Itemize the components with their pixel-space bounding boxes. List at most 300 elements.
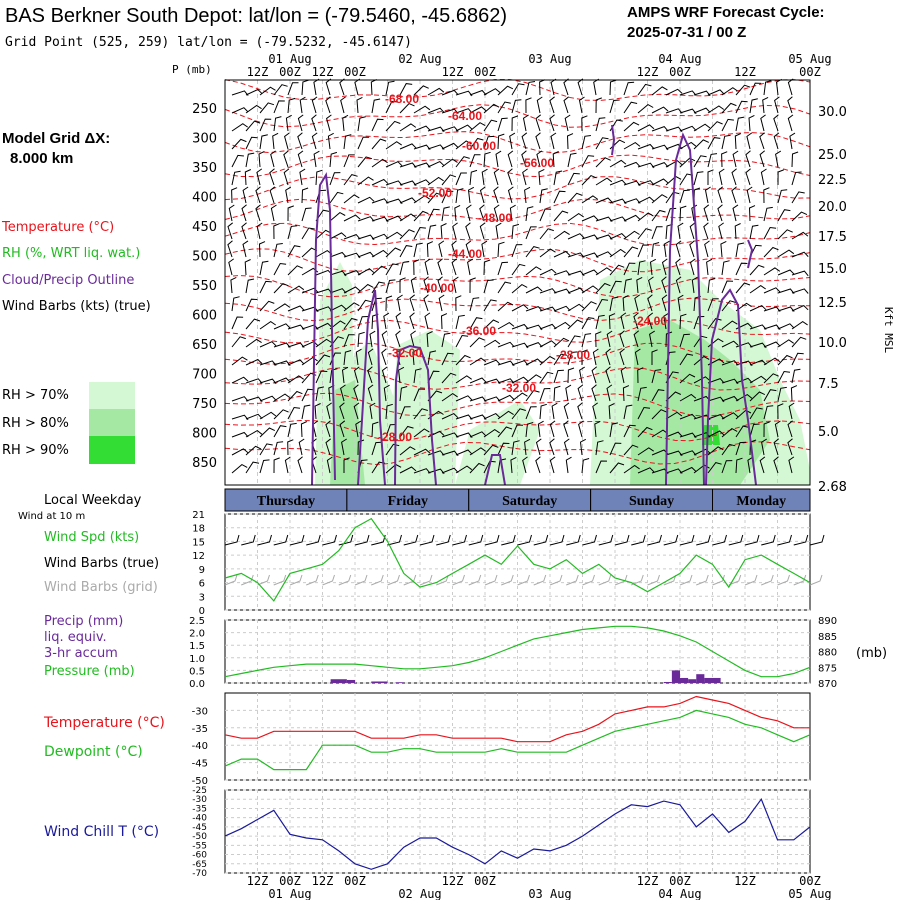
wind-barb-633 [484, 360, 500, 365]
wind-barb-81 [788, 97, 793, 113]
wind-barb-196 [680, 158, 695, 167]
wind-barb-300 [414, 211, 428, 221]
wind-barb-596 [540, 341, 556, 347]
wind-tick-18: 18 [192, 523, 205, 535]
wind-barb-16 [456, 91, 472, 96]
wind-barb-316 [638, 213, 653, 221]
wind-barb-427 [468, 259, 473, 275]
wind-barb-447 [750, 265, 764, 275]
wind-barb-548 [442, 314, 447, 329]
wind-barb-375 [316, 251, 332, 257]
wind-barb-164 [232, 155, 244, 167]
wind-barb-64 [550, 97, 555, 113]
wind-barb-166 [259, 151, 264, 167]
wind-barb-495 [274, 304, 290, 311]
wind-barb-232 [610, 180, 626, 185]
bottom-hour-label-7: 00Z [669, 874, 691, 888]
wind-barb-509 [470, 298, 479, 311]
wind-barb-146 [551, 133, 556, 149]
bottom-hour-label-9: 00Z [799, 874, 821, 888]
wind-barb-699 [260, 396, 276, 401]
wind-barb-133 [372, 139, 386, 149]
pressure-tick-labels [192, 102, 217, 471]
wind-barb-416 [316, 270, 332, 275]
wind-barb-490 [778, 289, 794, 294]
wind-barb-188 [568, 153, 577, 167]
wind-barb-125 [260, 135, 268, 149]
wind-barb-94 [400, 124, 416, 131]
wind-barb-262 [456, 189, 463, 203]
wind-barb-453 [260, 281, 272, 293]
wind-barbs-true-label: Wind Barbs (true) [44, 556, 160, 571]
wind-barb-363 [719, 223, 724, 239]
wind-barb-381 [400, 246, 412, 257]
wind-barb-203 [776, 151, 781, 167]
temperature-contour-label-4: -52.00 [418, 186, 453, 200]
pressure-tick-885: 885 [818, 631, 838, 643]
wind-barb-224 [494, 169, 499, 185]
wind-barb-311 [568, 214, 584, 221]
wind-barb-24 [564, 79, 569, 95]
wind-barb-405 [736, 243, 744, 257]
chill-tick--60: -60 [192, 850, 207, 861]
wind-barb-291 [288, 206, 294, 221]
dewpoint-label: Dewpoint (°C) [44, 744, 143, 760]
wind-barb-350 [540, 229, 554, 239]
wind-barb-108 [596, 118, 605, 131]
precip-tick-2.5: 2.5 [189, 616, 205, 627]
pressure-tick-250: 250 [192, 102, 217, 117]
wind-barb-394 [582, 253, 598, 258]
weekday-band [225, 489, 810, 511]
wind-barb-192 [624, 162, 640, 167]
wind-barb-255 [358, 197, 374, 203]
wind-barb-863 [260, 460, 270, 473]
top-hour-label-2: 12Z [311, 65, 334, 79]
height-tick-3: 20.0 [818, 200, 847, 215]
top-date-label-3: 04 Aug [658, 52, 702, 66]
height-tick-7: 10.0 [818, 336, 847, 351]
precip-bar-8 [696, 674, 704, 683]
wind-barb-585 [382, 331, 387, 347]
wind-barb-719 [540, 389, 550, 402]
wind-barb-412 [260, 261, 268, 275]
wind-barb-444 [707, 259, 712, 275]
wind-tick-6: 6 [198, 578, 205, 590]
wind-barb-632 [470, 358, 486, 365]
legend-temperature: Temperature (°C) [2, 220, 115, 235]
precip-bar-9 [704, 678, 720, 683]
wind-barb-249 [270, 187, 275, 203]
wind-tick-15: 15 [192, 537, 205, 549]
wind-barb-656 [232, 377, 248, 383]
pressure-unit-label: (mb) [856, 646, 888, 661]
pressure-tick-875: 875 [818, 663, 838, 675]
wind-tick-3: 3 [198, 592, 205, 604]
wind-barb-801 [538, 421, 543, 437]
wind-barb-283 [747, 187, 752, 203]
wind-barb-372 [274, 244, 283, 258]
wind-barb-219 [428, 178, 444, 186]
top-hour-label-4: 12Z [441, 65, 464, 79]
legend-cloud: Cloud/Precip Outline [2, 273, 135, 288]
wind-barb-86 [286, 115, 291, 131]
wind-barb-388 [498, 242, 505, 257]
wind-barb-344 [453, 223, 458, 239]
wind-barb-546 [410, 313, 415, 329]
wind-barb-212 [330, 173, 340, 185]
wind-barb-275 [638, 197, 654, 203]
weekday-label-3: Sunday [628, 494, 675, 509]
wind-barb-183 [496, 151, 501, 167]
wind-barb-395 [596, 252, 612, 257]
wind-barb-397 [624, 247, 638, 257]
wind-barb-135 [400, 144, 416, 149]
wind-barb-313 [596, 217, 612, 222]
wind-barb-123 [232, 139, 246, 149]
wind-barb-402 [690, 241, 695, 257]
top-time-axis [247, 52, 832, 79]
wind-barb-762 [564, 403, 569, 419]
wind-barb-179 [442, 159, 458, 167]
wind-barb-577 [274, 343, 290, 348]
wind-barb-883 [536, 457, 541, 473]
wind-barb-866 [298, 457, 303, 473]
wind-barb-659 [274, 378, 290, 383]
wind-barb-825 [299, 439, 304, 455]
wind-barb-88 [312, 115, 317, 131]
wind-barb-626 [382, 349, 387, 365]
wind-barb-782 [274, 426, 286, 437]
chill-tick--65: -65 [192, 859, 207, 870]
cloud-outline-6 [612, 125, 614, 155]
wind-barb-238 [694, 172, 703, 185]
wind-barb-89 [327, 115, 332, 131]
wind-barb-370 [243, 241, 248, 257]
top-hour-label-0: 12Z [246, 65, 269, 79]
rh-area-3 [455, 400, 540, 485]
wind-barb-105 [550, 115, 555, 131]
grid-barb-36 [810, 575, 822, 585]
top-hour-label-3: 00Z [344, 65, 366, 79]
wind-barb-741 [274, 410, 289, 419]
wind-barb-431 [526, 267, 541, 275]
wind-speed-label: Wind Spd (kts) [44, 530, 140, 545]
wind-barb-535 [260, 322, 276, 329]
rh90-label: RH > 90% [2, 443, 69, 458]
wind-barb-538 [302, 325, 318, 330]
wind-barb-754 [456, 415, 472, 420]
wind-barb-65 [564, 97, 569, 113]
wind-barb-254 [344, 195, 359, 203]
bottom-date-label-0: 01 Aug [268, 887, 312, 900]
wind-barb-70 [638, 105, 653, 113]
wind-barb-491 [792, 289, 808, 294]
wind-barb-144 [522, 133, 527, 149]
bottom-hour-label-2: 12Z [311, 874, 334, 888]
wind-barb-460 [358, 285, 373, 294]
wind-barb-44 [274, 101, 285, 113]
wind-barb-572 [778, 324, 794, 329]
wind-barb-383 [427, 242, 432, 257]
wind-tick-9: 9 [198, 564, 205, 576]
wind-barb-49 [341, 97, 346, 113]
wind-barb-176 [400, 163, 416, 168]
wind-barb-1 [246, 90, 262, 96]
wind-barb-737 [791, 386, 797, 401]
wind-barb-420 [372, 266, 387, 275]
wind-barb-287 [229, 205, 234, 221]
pressure-tick-350: 350 [192, 161, 217, 176]
wind-barb-516 [568, 304, 584, 311]
wind-barb-161 [760, 133, 765, 149]
wind-barb-18 [484, 89, 500, 95]
wind-barb-178 [428, 162, 444, 167]
top-hour-label-6: 12Z [636, 65, 659, 79]
bottom-hour-label-0: 12Z [246, 874, 269, 888]
wind-barb-403 [705, 241, 710, 257]
wind-barb-721 [566, 385, 571, 401]
wind-barb-138 [442, 143, 458, 149]
wind-barb-472 [526, 287, 542, 293]
wind-barb-71 [652, 107, 668, 113]
grid-point-subtitle: Grid Point (525, 259) lat/lon = (-79.5232, -45.6147) [5, 35, 412, 50]
wind-barb-288 [242, 205, 247, 221]
wind-barb-410 [229, 259, 234, 275]
wind-barb-93 [386, 121, 400, 131]
precip-bar-1 [347, 680, 355, 683]
wind-barb-716 [498, 395, 514, 401]
wind-barb-43 [260, 103, 274, 113]
wind-barb-680 [568, 368, 574, 383]
wind-barb-358 [652, 227, 663, 239]
height-tick-1: 25.0 [818, 148, 847, 163]
wind-barb-331 [274, 224, 280, 239]
wind-at-10m-label: Wind at 10 m [18, 511, 86, 522]
wind-barb-864 [274, 458, 280, 473]
wind-barb-168 [284, 151, 289, 167]
pressure-tick-600: 600 [192, 308, 217, 324]
wind-barb-504 [398, 295, 403, 311]
wind-barb-258 [400, 198, 416, 203]
wind-barb-129 [312, 133, 317, 149]
wind-barb-452 [246, 279, 254, 293]
wind-chill-panel [192, 786, 810, 879]
wind-barb-246 [232, 188, 238, 203]
wind-barb-118 [736, 117, 744, 131]
wind-barb-365 [750, 225, 758, 239]
wind-barb-240 [719, 169, 724, 185]
wind-panel [192, 510, 824, 617]
rh70-label: RH > 70% [2, 388, 69, 403]
wind-barb-289 [256, 205, 261, 221]
wind-barb-435 [582, 270, 598, 275]
wind-barb-503 [386, 296, 392, 311]
temperature-contour-label-8: -36.00 [462, 324, 497, 338]
wind-barb-342 [428, 225, 436, 239]
wind-barb-322 [718, 205, 723, 221]
wind-barb-134 [386, 142, 402, 149]
wind-barb-594 [512, 343, 528, 348]
wind-barb-595 [526, 343, 542, 348]
wind-barb-374 [302, 248, 317, 257]
chill-tick--45: -45 [192, 822, 207, 833]
wind-barb-54 [414, 106, 430, 113]
wind-barb-244 [778, 170, 784, 185]
wind-barb-360 [678, 223, 683, 239]
wind-tick-0: 0 [198, 606, 205, 617]
wind-barb-511 [498, 302, 513, 311]
pressure-tick-500: 500 [192, 249, 217, 265]
wind-barb-325 [764, 207, 773, 221]
wind-barb-294 [330, 213, 345, 221]
pressure-tick-450: 450 [192, 220, 217, 235]
wind-barb-339 [386, 232, 402, 239]
wind-barb-390 [526, 247, 540, 257]
wind-barb-467 [453, 277, 458, 293]
temperature-label: Temperature (°C) [44, 715, 165, 731]
wind-barb-115 [694, 124, 710, 131]
wind-barb-445 [722, 261, 730, 275]
wind-barb-436 [596, 268, 612, 275]
wind-barb-210 [300, 169, 305, 185]
precip-tick-2.0: 2.0 [189, 628, 205, 640]
wind-barb-422 [400, 262, 409, 275]
height-tick-10: 2.68 [818, 480, 847, 495]
weekday-title: Local Weekday [44, 493, 142, 508]
wind-barb-104 [536, 115, 541, 131]
wind-barb-279 [694, 188, 700, 203]
grid-resolution-value: 8.000 km [10, 150, 74, 167]
precip-tick-1.5: 1.5 [189, 641, 205, 653]
wind-barb-315 [624, 215, 640, 221]
wind-barb-241 [732, 169, 737, 185]
wind-barb-106 [565, 115, 570, 131]
rh80-swatch [89, 409, 135, 436]
wind-barb-429 [498, 262, 508, 275]
rh-shading [315, 260, 810, 485]
wind-barb-290 [271, 205, 276, 221]
wind-barb-296 [358, 217, 374, 222]
wind-barb-886 [582, 459, 589, 474]
top-hour-label-5: 00Z [474, 65, 496, 79]
wind-barb-302 [442, 207, 450, 221]
wind-barb-779 [232, 433, 248, 438]
top-date-label-4: 05 Aug [788, 52, 832, 66]
temperature-contour-label-5: -48.00 [478, 211, 513, 225]
wind-barb-784 [301, 422, 307, 437]
wind-barb-35 [722, 88, 738, 95]
wind-barb-377 [344, 253, 360, 258]
wind-barb-557 [568, 320, 583, 329]
wind-barb-147 [568, 134, 574, 149]
wind-barb-533 [232, 317, 243, 329]
wind-barb-430 [512, 264, 525, 275]
wind-barb-199 [722, 152, 728, 167]
wind-barb-679 [554, 370, 564, 383]
wind-barb-356 [624, 231, 640, 239]
chill-tick--40: -40 [192, 813, 207, 824]
wind-barb-715 [484, 397, 500, 402]
wind-barb-132 [358, 137, 369, 149]
wind-barb-411 [245, 260, 250, 276]
wind-barb-368 [792, 232, 808, 239]
wind-barb-226 [523, 169, 528, 185]
wind-barb-265 [494, 187, 499, 203]
pressure-tick-880: 880 [818, 647, 838, 659]
wind-barb-263 [469, 187, 474, 203]
wind-barb-312 [582, 216, 598, 221]
wind-barb-740 [260, 412, 276, 419]
wind-barb-266 [509, 187, 514, 203]
wind-barb-780 [246, 431, 262, 437]
wind-barb-252 [316, 190, 326, 203]
wind-barb-400 [664, 241, 669, 257]
wind-barb-304 [467, 205, 472, 221]
wind-barb-432 [540, 269, 556, 275]
height-axis-title: Kft MSL [882, 306, 895, 354]
temperature-contour-label-6: -44.00 [448, 247, 483, 261]
wind-barb-268 [540, 189, 548, 203]
wind-barb-245 [792, 172, 802, 185]
wind-barb-738 [232, 415, 248, 420]
wind-barb-380 [386, 248, 401, 257]
height-tick-5: 15.0 [818, 262, 847, 277]
chill-tick--35: -35 [192, 804, 207, 815]
wind-barb-678 [540, 372, 553, 383]
weekday-label-1: Friday [387, 494, 429, 509]
wind-barb-119 [749, 115, 754, 131]
wind-barb-292 [302, 208, 312, 221]
wind-barb-319 [680, 206, 686, 221]
wind-barb-554 [526, 325, 542, 330]
bottom-date-label-3: 04 Aug [658, 887, 702, 900]
wind-barb-337 [358, 235, 374, 240]
wind-barb-126 [273, 133, 278, 149]
wind-barb-364 [735, 224, 740, 240]
wind-barb-101 [498, 118, 508, 131]
precip-tick-1.0: 1.0 [189, 653, 205, 665]
wind-barb-128 [298, 133, 303, 149]
wind-barb-217 [400, 181, 416, 186]
wind-barb-160 [747, 133, 752, 149]
wind-barb-45 [288, 98, 295, 113]
wind-barb-802 [550, 421, 555, 437]
wind-barb-303 [455, 205, 460, 221]
precip-liq-label: liq. equiv. [44, 630, 107, 645]
wind-barb-357 [638, 229, 652, 239]
wind-barb-574 [232, 337, 246, 347]
wind-barb-189 [582, 156, 594, 167]
wind-barb-345 [466, 223, 471, 239]
wind-barb-354 [596, 235, 612, 240]
wind-barb-310 [554, 211, 568, 221]
wind-barb-327 [792, 212, 807, 221]
grid-resolution-label: Model Grid ΔX: [2, 130, 111, 147]
chill-tick--25: -25 [192, 786, 207, 796]
wind-barb-77 [736, 101, 748, 113]
pressure-tick-400: 400 [192, 190, 217, 206]
pressure-axis-title: P (mb) [172, 63, 212, 76]
wind-barb-184 [508, 151, 513, 167]
wind-barb-613 [778, 340, 794, 347]
wind-barb-205 [232, 171, 241, 185]
wind-barb-654 [778, 356, 793, 366]
rh90-swatch [89, 436, 135, 464]
wind-barb-251 [302, 188, 308, 203]
wind-barb-194 [652, 163, 668, 168]
wind-barb-450 [792, 271, 808, 276]
